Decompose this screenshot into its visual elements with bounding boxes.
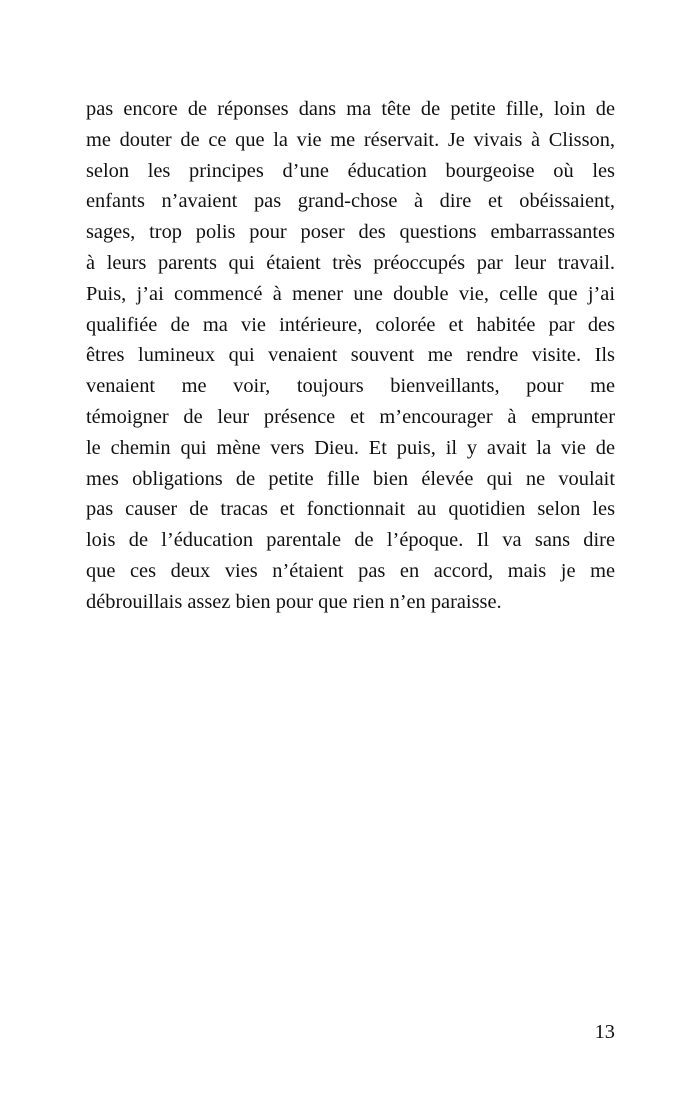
- text-line: selon les principes d’une éducation bourgeoise où les: [86, 159, 615, 182]
- text-line: êtres lumineux qui venaient souvent me rendre visite. Ils: [86, 344, 615, 367]
- text-line: qualifiée de ma vie intérieure, colorée et habitée par des: [86, 313, 615, 336]
- text-line: sages, trop polis pour poser des questions embarrassantes: [86, 221, 615, 244]
- text-line: à leurs parents qui étaient très préoccupés par leur travail.: [86, 251, 615, 274]
- text-line: témoigner de leur présence et m’encourager à emprunter: [86, 405, 615, 428]
- text-line: que ces deux vies n’étaient pas en accord, mais je me: [86, 559, 615, 582]
- text-line: me douter de ce que la vie me réservait. Je vivais à Clisson,: [86, 128, 615, 151]
- text-line: lois de l’éducation parentale de l’époque. Il va sans dire: [86, 529, 615, 552]
- text-line-last: débrouillais assez bien pour que rien n’en paraisse.: [86, 590, 502, 613]
- text-line: venaient me voir, toujours bienveillants, pour me: [86, 375, 615, 398]
- text-line: le chemin qui mène vers Dieu. Et puis, il y avait la vie de: [86, 436, 615, 459]
- text-line: Puis, j’ai commencé à mener une double vie, celle que j’ai: [86, 282, 615, 305]
- body-paragraph: [86, 94, 615, 618]
- page-number: 13: [594, 1021, 615, 1043]
- text-line: mes obligations de petite fille bien élevée qui ne voulait: [86, 467, 615, 490]
- text-line: pas encore de réponses dans ma tête de petite fille, loin de: [86, 98, 615, 120]
- text-line: pas causer de tracas et fonctionnait au quotidien selon les: [86, 498, 615, 521]
- text-line: enfants n’avaient pas grand-chose à dire et obéissaient,: [86, 190, 615, 213]
